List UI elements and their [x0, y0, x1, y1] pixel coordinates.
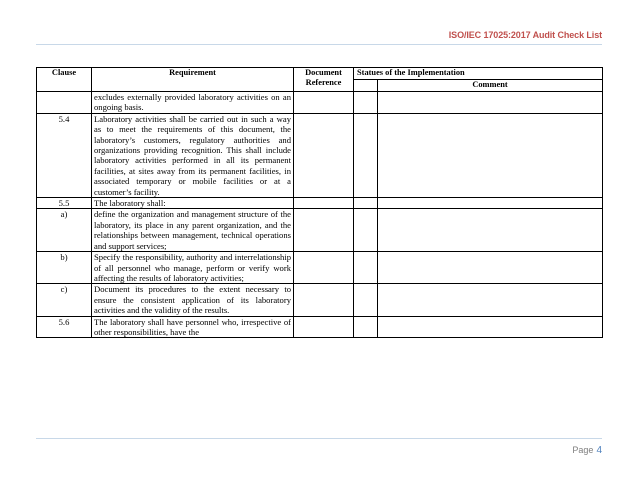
- document-reference-cell[interactable]: [294, 252, 354, 284]
- status-cell[interactable]: [354, 198, 378, 209]
- clause-cell: 5.4: [37, 113, 92, 197]
- table-header-row: [37, 68, 603, 80]
- table-row: [37, 113, 603, 197]
- page-number: [572, 445, 602, 456]
- requirement-header: Requirement: [92, 68, 294, 92]
- document-title: ISO/IEC 17025:2017 Audit Check List: [448, 30, 602, 40]
- status-subheader: [354, 80, 378, 92]
- clause-cell: b): [37, 252, 92, 284]
- comment-cell[interactable]: [378, 284, 603, 316]
- table-row: [37, 284, 603, 316]
- status-cell[interactable]: [354, 316, 378, 338]
- comment-cell[interactable]: [378, 316, 603, 338]
- table-body: [37, 92, 603, 338]
- table-row: [37, 198, 603, 209]
- requirement-cell: define the organization and management structure of the laboratory, its place in any parent organization, and the relationships between management, technical operations and support services;: [92, 209, 294, 252]
- implementation-status-header: Statues of the Implementation: [354, 68, 603, 80]
- comment-cell[interactable]: [378, 209, 603, 252]
- header-rule: [36, 44, 602, 45]
- table-row: [37, 316, 603, 338]
- clause-cell: a): [37, 209, 92, 252]
- requirement-cell: excludes externally provided laboratory activities on an ongoing basis.: [92, 92, 294, 114]
- table-row: [37, 209, 603, 252]
- clause-header: Clause: [37, 68, 92, 92]
- requirement-cell: The laboratory shall:: [92, 198, 294, 209]
- clause-cell: c): [37, 284, 92, 316]
- page-number-value: 4: [596, 445, 602, 456]
- document-reference-cell[interactable]: [294, 284, 354, 316]
- document-reference-cell[interactable]: [294, 316, 354, 338]
- status-cell[interactable]: [354, 252, 378, 284]
- requirement-cell: Document its procedures to the extent necessary to ensure the consistent application of its laboratory activities and the validity of the results.: [92, 284, 294, 316]
- status-cell[interactable]: [354, 92, 378, 114]
- document-reference-header: Document Reference: [294, 68, 354, 92]
- requirement-cell: The laboratory shall have personnel who, irrespective of other responsibilities, have the: [92, 316, 294, 338]
- comment-cell[interactable]: [378, 252, 603, 284]
- status-cell[interactable]: [354, 113, 378, 197]
- document-reference-cell[interactable]: [294, 209, 354, 252]
- clause-cell: 5.6: [37, 316, 92, 338]
- status-cell[interactable]: [354, 209, 378, 252]
- footer-rule: [36, 438, 602, 439]
- clause-cell: 5.5: [37, 198, 92, 209]
- requirement-cell: Laboratory activities shall be carried out in such a way as to meet the requirements of this document, the laboratory’s customers, regulatory authorities and organizations providing recognition. This shall include laboratory activities performed in all its permanent facilities, at sites away from its permanent facilities, in associated temporary or mobile facilities or at a customer’s facility.: [92, 113, 294, 197]
- table-row: [37, 92, 603, 114]
- clause-cell: [37, 92, 92, 114]
- status-cell[interactable]: [354, 284, 378, 316]
- comment-cell[interactable]: [378, 92, 603, 114]
- comment-cell[interactable]: [378, 198, 603, 209]
- document-reference-cell[interactable]: [294, 92, 354, 114]
- comment-header: Comment: [378, 80, 603, 92]
- document-reference-cell[interactable]: [294, 198, 354, 209]
- comment-cell[interactable]: [378, 113, 603, 197]
- audit-checklist-table: [36, 67, 603, 338]
- requirement-cell: Specify the responsibility, authority and interrelationship of all personnel who manage, perform or verify work affecting the results of laboratory activities;: [92, 252, 294, 284]
- document-reference-cell[interactable]: [294, 113, 354, 197]
- table-row: [37, 252, 603, 284]
- page-label: Page: [572, 445, 594, 455]
